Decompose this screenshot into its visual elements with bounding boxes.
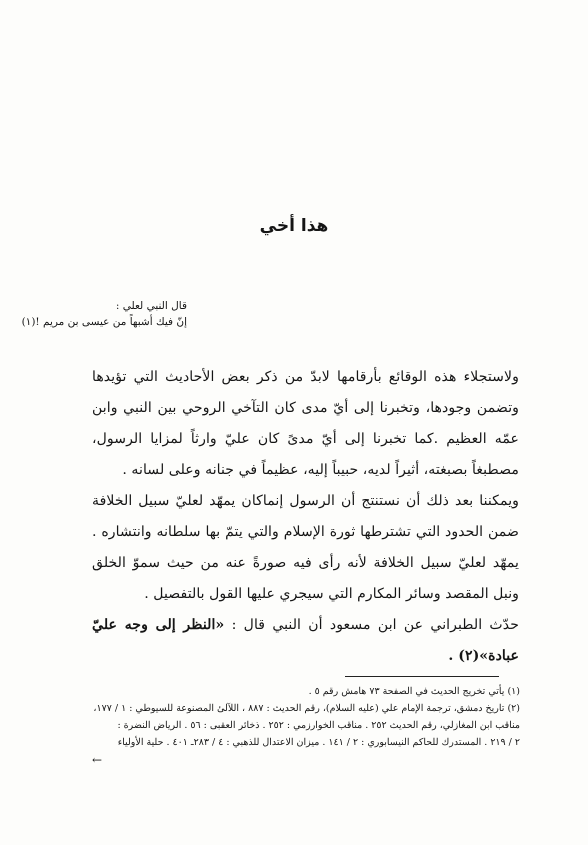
hadith-paragraph	[92, 610, 519, 672]
footnote-line: ٢ / ٢١٩ . المستدرك للحاكم النيسابوري : ٢ / ١٤١ . ميزان الاعتدال للذهبي : ٤ / ٢٨٣ـ ٤٠١ . حلية الأولياء	[117, 737, 520, 748]
footnote-line: مناقب ابن المغازلي، رقم الحديث ٢٥٢ . مناقب الخوارزمي : ٢٥٢ . ذخائر العقبى : ٥٦ . الرياض النضرة :	[117, 720, 520, 731]
epigraph-quote: إنّ فيك أشبهاً من عيسى بن مريم !(١)	[21, 316, 187, 328]
footnote-line: (٢) تاريخ دمشق، ترجمة الإمام علي (عليه السلام)، رقم الحديث : ٨٨٧ ، اللآلئ المصنوعة للسيوطي : ١ / ١٧٧،	[93, 703, 520, 714]
hadith-intro: حدّث الطبراني عن ابن مسعود أن النبي قال :	[231, 617, 519, 633]
body-text	[92, 362, 519, 672]
continue-arrow-icon: ←	[92, 753, 103, 767]
epigraph-attribution: قال النبي لعلي :	[115, 300, 187, 312]
footnote-divider	[345, 676, 499, 677]
footnote-line: (١) يأتي تخريج الحديث في الصفحة ٧٣ هامش رقم ٥ .	[308, 686, 520, 697]
footnotes	[88, 683, 520, 751]
epigraph	[22, 298, 187, 330]
chapter-heading: هذا أخي	[259, 216, 329, 236]
paragraph: ولاستجلاء هذه الوقائع بأرقامها لابدّ من ذكر بعض الأحاديث التي تؤيدها وتضمن وجودها، وتخبرنا إلى أيّ مدى كان التآخي الروحي بين النبي وابن عمّه العظيم .كما تخبرنا إلى أيّ مدىً كان عليّ وارثاً لمزايا الرسول، مصطبغاً بصبغته، أثيراً لديه، حبيباً إليه، عظيماً في جنانه وعلى لسانه .	[92, 369, 519, 478]
paragraph: ويمكننا بعد ذلك أن نستنتج أن الرسول إنماكان يمهّد لعليّ سبيل الخلافة ضمن الحدود التي تشترطها ثورة الإسلام والتي يتمّ بها سلطانه وانتشاره . يمهّد لعليّ سبيل الخلافة لأنه رأى فيه صورةً عنه من حيث سموّ الخلق ونبل المقصد وسائر المكارم التي سيجري عليها القول بالتفصيل .	[92, 493, 519, 602]
hadith-quote: «النظر إلى وجه عليّ عبادة»(٢) .	[92, 617, 519, 664]
